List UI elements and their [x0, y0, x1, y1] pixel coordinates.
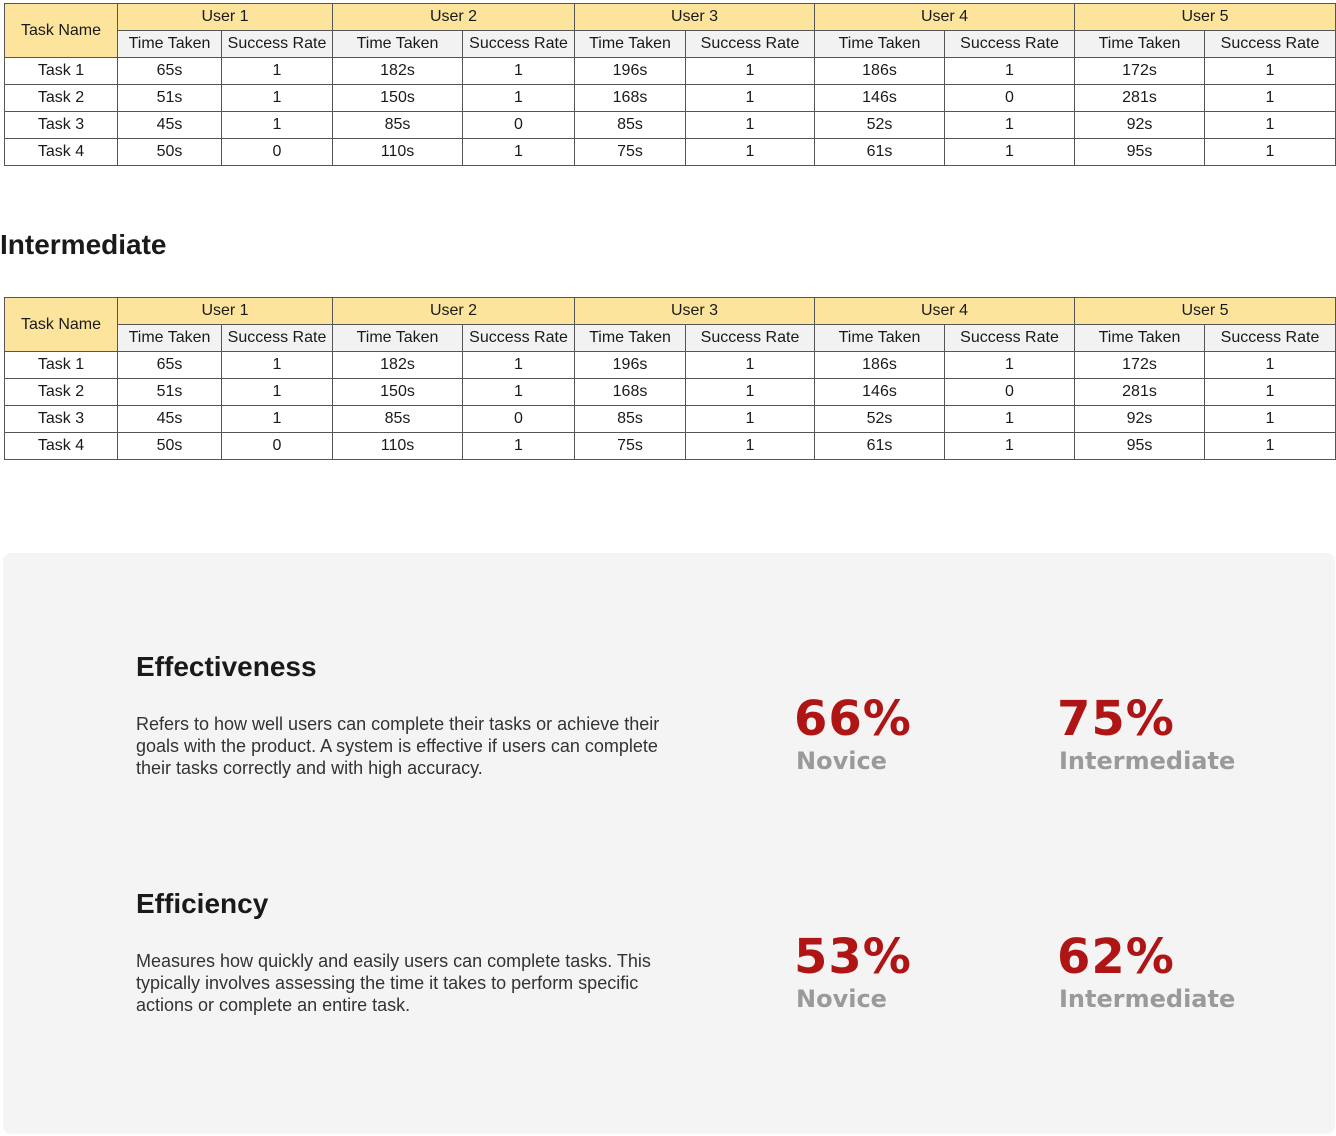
time-taken-cell: 150s [333, 85, 463, 112]
column-header-success-rate: Success Rate [686, 31, 815, 58]
stat-value: 66% [794, 691, 912, 747]
time-taken-cell: 85s [333, 406, 463, 433]
column-header-time-taken: Time Taken [815, 325, 945, 352]
success-rate-cell: 1 [222, 58, 333, 85]
time-taken-cell: 172s [1075, 58, 1205, 85]
success-rate-cell: 1 [463, 85, 575, 112]
column-header-task-name: Task Name [5, 4, 118, 58]
column-header-user: User 3 [575, 4, 815, 31]
success-rate-cell: 1 [686, 379, 815, 406]
column-header-success-rate: Success Rate [686, 325, 815, 352]
column-header-success-rate: Success Rate [945, 325, 1075, 352]
column-header-time-taken: Time Taken [1075, 325, 1205, 352]
time-taken-cell: 182s [333, 58, 463, 85]
success-rate-cell: 1 [1205, 379, 1336, 406]
time-taken-cell: 61s [815, 433, 945, 460]
success-rate-cell: 0 [945, 379, 1075, 406]
column-header-success-rate: Success Rate [463, 325, 575, 352]
time-taken-cell: 168s [575, 379, 686, 406]
success-rate-cell: 1 [945, 433, 1075, 460]
table-row [5, 112, 1336, 139]
usability-table-intermediate [4, 297, 1336, 460]
metric-description-effectiveness: Refers to how well users can complete their tasks or achieve their goals with the product. A system is effective if users can complete their tasks correctly and with high accuracy. [136, 714, 660, 778]
column-header-time-taken: Time Taken [1075, 31, 1205, 58]
table-row [5, 85, 1336, 112]
success-rate-cell: 1 [222, 352, 333, 379]
metrics-panel [3, 553, 1335, 1134]
time-taken-cell: 186s [815, 352, 945, 379]
column-header-user: User 1 [118, 298, 333, 325]
time-taken-cell: 50s [118, 139, 222, 166]
column-header-user: User 4 [815, 4, 1075, 31]
table-row [5, 433, 1336, 460]
stat-label: Intermediate [1059, 747, 1236, 775]
column-header-user: User 5 [1075, 298, 1336, 325]
column-header-user: User 2 [333, 4, 575, 31]
usability-table-novice [4, 3, 1336, 166]
success-rate-cell: 1 [945, 406, 1075, 433]
table-head [5, 298, 1336, 352]
metric-description-efficiency: Measures how quickly and easily users can complete tasks. This typically involves assessing the time it takes to perform specific actions or complete an entire task. [136, 951, 651, 1015]
time-taken-cell: 196s [575, 352, 686, 379]
time-taken-cell: 281s [1075, 379, 1205, 406]
column-header-user: User 4 [815, 298, 1075, 325]
column-header-success-rate: Success Rate [1205, 325, 1336, 352]
time-taken-cell: 85s [575, 406, 686, 433]
task-name-cell: Task 4 [5, 433, 118, 460]
task-name-cell: Task 2 [5, 379, 118, 406]
stat-effectiveness-intermediate [1057, 691, 1297, 775]
time-taken-cell: 52s [815, 406, 945, 433]
success-rate-cell: 1 [686, 58, 815, 85]
metric-title-effectiveness: Effectiveness [136, 651, 317, 682]
column-header-user: User 3 [575, 298, 815, 325]
success-rate-cell: 1 [463, 379, 575, 406]
stat-efficiency-novice [794, 929, 1034, 1013]
task-name-cell: Task 4 [5, 139, 118, 166]
header-row-users [5, 298, 1336, 325]
time-taken-cell: 95s [1075, 433, 1205, 460]
success-rate-cell: 1 [686, 406, 815, 433]
header-row-metrics [5, 325, 1336, 352]
time-taken-cell: 281s [1075, 85, 1205, 112]
task-name-cell: Task 1 [5, 58, 118, 85]
time-taken-cell: 75s [575, 433, 686, 460]
success-rate-cell: 1 [1205, 139, 1336, 166]
success-rate-cell: 1 [945, 352, 1075, 379]
success-rate-cell: 0 [463, 406, 575, 433]
success-rate-cell: 1 [686, 85, 815, 112]
column-header-time-taken: Time Taken [118, 325, 222, 352]
column-header-time-taken: Time Taken [118, 31, 222, 58]
time-taken-cell: 146s [815, 85, 945, 112]
stat-label: Novice [796, 747, 887, 775]
success-rate-cell: 1 [222, 406, 333, 433]
success-rate-cell: 1 [222, 379, 333, 406]
time-taken-cell: 51s [118, 379, 222, 406]
column-header-success-rate: Success Rate [222, 31, 333, 58]
column-header-success-rate: Success Rate [222, 325, 333, 352]
success-rate-cell: 1 [686, 112, 815, 139]
success-rate-cell: 1 [222, 85, 333, 112]
table-body [5, 352, 1336, 460]
stat-efficiency-intermediate [1057, 929, 1297, 1013]
time-taken-cell: 52s [815, 112, 945, 139]
column-header-time-taken: Time Taken [333, 325, 463, 352]
time-taken-cell: 146s [815, 379, 945, 406]
success-rate-cell: 1 [945, 58, 1075, 85]
task-name-cell: Task 2 [5, 85, 118, 112]
success-rate-cell: 1 [222, 112, 333, 139]
section-heading: Intermediate [0, 229, 167, 260]
stat-value: 53% [794, 929, 912, 985]
success-rate-cell: 0 [945, 85, 1075, 112]
success-rate-cell: 1 [945, 139, 1075, 166]
column-header-success-rate: Success Rate [945, 31, 1075, 58]
table-head [5, 4, 1336, 58]
time-taken-cell: 51s [118, 85, 222, 112]
time-taken-cell: 45s [118, 112, 222, 139]
success-rate-cell: 1 [1205, 58, 1336, 85]
time-taken-cell: 168s [575, 85, 686, 112]
column-header-success-rate: Success Rate [1205, 31, 1336, 58]
table-body [5, 58, 1336, 166]
success-rate-cell: 1 [686, 352, 815, 379]
time-taken-cell: 92s [1075, 112, 1205, 139]
success-rate-cell: 1 [463, 352, 575, 379]
column-header-time-taken: Time Taken [333, 31, 463, 58]
time-taken-cell: 85s [575, 112, 686, 139]
time-taken-cell: 110s [333, 433, 463, 460]
success-rate-cell: 0 [222, 139, 333, 166]
time-taken-cell: 182s [333, 352, 463, 379]
metric-title-efficiency: Efficiency [136, 888, 269, 919]
time-taken-cell: 110s [333, 139, 463, 166]
task-name-cell: Task 3 [5, 112, 118, 139]
success-rate-cell: 1 [1205, 112, 1336, 139]
column-header-user: User 1 [118, 4, 333, 31]
success-rate-cell: 1 [1205, 352, 1336, 379]
success-rate-cell: 1 [686, 433, 815, 460]
success-rate-cell: 1 [945, 112, 1075, 139]
success-rate-cell: 1 [1205, 406, 1336, 433]
column-header-user: User 5 [1075, 4, 1336, 31]
stat-label: Intermediate [1059, 985, 1236, 1013]
stat-label: Novice [796, 985, 887, 1013]
time-taken-cell: 196s [575, 58, 686, 85]
column-header-task-name: Task Name [5, 298, 118, 352]
column-header-time-taken: Time Taken [575, 325, 686, 352]
stat-value: 62% [1057, 929, 1175, 985]
column-header-user: User 2 [333, 298, 575, 325]
time-taken-cell: 85s [333, 112, 463, 139]
table-row [5, 406, 1336, 433]
time-taken-cell: 65s [118, 352, 222, 379]
success-rate-cell: 1 [463, 58, 575, 85]
success-rate-cell: 0 [222, 433, 333, 460]
time-taken-cell: 172s [1075, 352, 1205, 379]
time-taken-cell: 65s [118, 58, 222, 85]
column-header-time-taken: Time Taken [575, 31, 686, 58]
success-rate-cell: 1 [1205, 433, 1336, 460]
time-taken-cell: 50s [118, 433, 222, 460]
success-rate-cell: 1 [686, 139, 815, 166]
column-header-time-taken: Time Taken [815, 31, 945, 58]
column-header-success-rate: Success Rate [463, 31, 575, 58]
success-rate-cell: 1 [463, 139, 575, 166]
success-rate-cell: 1 [463, 433, 575, 460]
success-rate-cell: 1 [1205, 85, 1336, 112]
time-taken-cell: 61s [815, 139, 945, 166]
header-row-metrics [5, 31, 1336, 58]
time-taken-cell: 95s [1075, 139, 1205, 166]
time-taken-cell: 75s [575, 139, 686, 166]
time-taken-cell: 45s [118, 406, 222, 433]
stat-value: 75% [1057, 691, 1175, 747]
table-row [5, 379, 1336, 406]
success-rate-cell: 0 [463, 112, 575, 139]
header-row-users [5, 4, 1336, 31]
time-taken-cell: 186s [815, 58, 945, 85]
time-taken-cell: 150s [333, 379, 463, 406]
table-row [5, 139, 1336, 166]
time-taken-cell: 92s [1075, 406, 1205, 433]
task-name-cell: Task 3 [5, 406, 118, 433]
table-row [5, 58, 1336, 85]
stat-effectiveness-novice [794, 691, 1034, 775]
table-row [5, 352, 1336, 379]
task-name-cell: Task 1 [5, 352, 118, 379]
